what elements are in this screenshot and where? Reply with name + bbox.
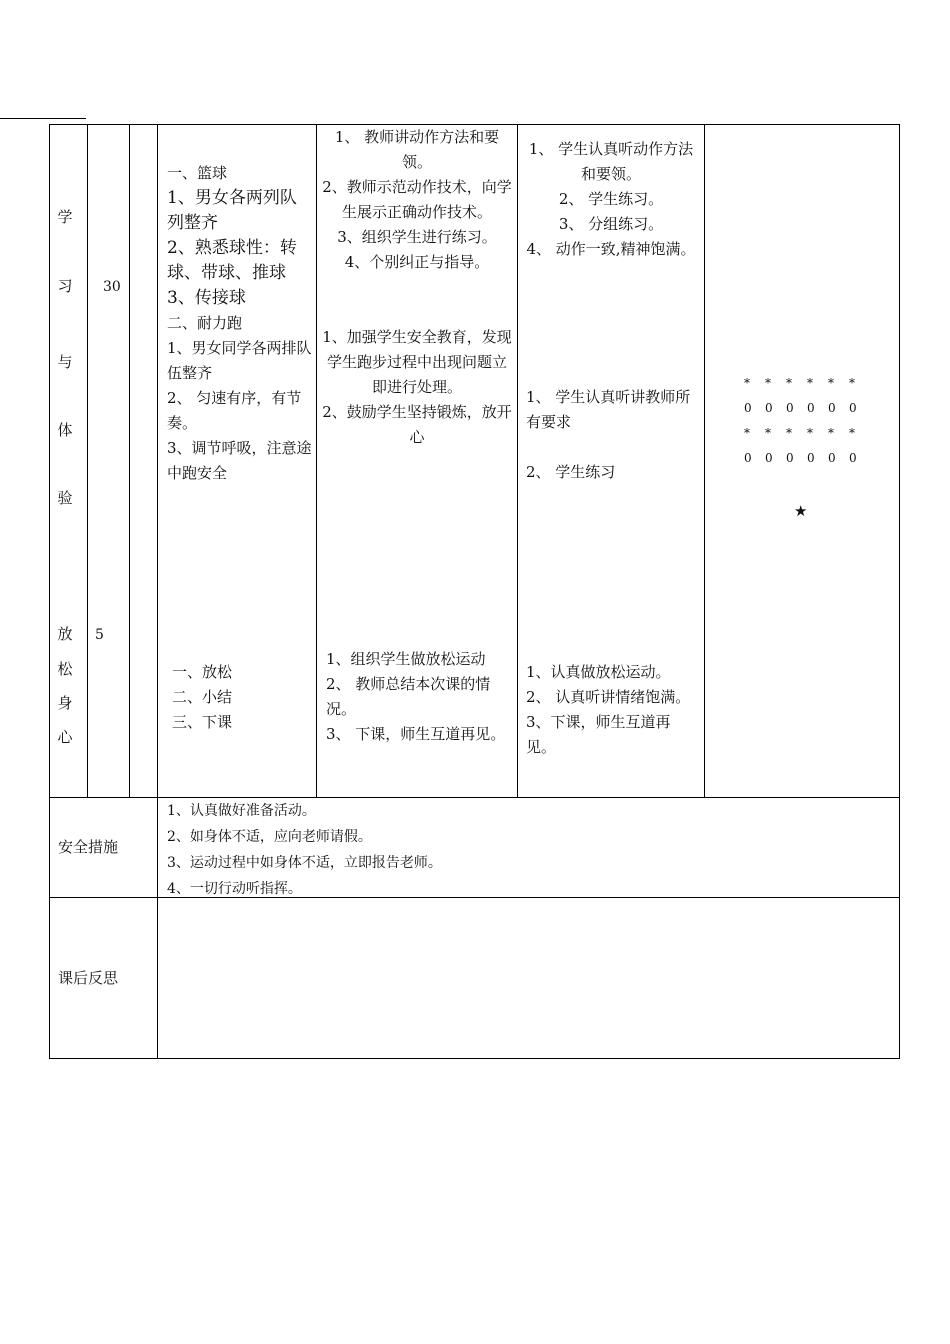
student-line: 1、认真做放松运动。	[526, 663, 671, 681]
stage-char: 体	[57, 421, 73, 439]
col-divider-extra	[157, 124, 158, 1058]
student-line: 2、 学生练习	[526, 463, 616, 481]
content-line: 2、 匀速有序，有节奏。	[167, 389, 302, 432]
stage-char: 身	[57, 694, 73, 712]
table-right-border	[899, 124, 900, 1058]
teacher-line: 1、 教师讲动作方法和要领。	[334, 128, 500, 171]
reflection-label: 课后反思	[58, 969, 119, 987]
formation-mark: *	[765, 376, 771, 390]
formation-diagram	[744, 376, 870, 476]
student-line: 3、下课，师生互道再见。	[526, 713, 671, 756]
teacher-line: 1、加强学生安全教育，发现学生跑步过程中出现问题立即进行处理。	[322, 328, 512, 396]
formation-mark: *	[786, 426, 792, 440]
teacher-line: 3、组织学生进行练习。	[337, 228, 497, 246]
table-left-border	[49, 124, 50, 1058]
stage-char: 习	[57, 277, 73, 295]
formation-mark: *	[849, 426, 855, 440]
formation-mark: *	[807, 426, 813, 440]
stage-char: 心	[57, 728, 73, 746]
formation-mark: 0	[828, 401, 836, 415]
content-line: 2、熟悉球性：转球、带球、推球	[167, 238, 297, 283]
formation-mark: 0	[765, 451, 773, 465]
formation-mark: *	[744, 376, 750, 390]
content-line: 一、篮球	[167, 164, 228, 182]
student-line: 3、 分组练习。	[558, 215, 664, 233]
student-line: 4、 动作一致,精神饱满。	[526, 240, 696, 258]
formation-row-students	[744, 376, 870, 401]
formation-mark: *	[744, 426, 750, 440]
teacher-relax	[326, 647, 512, 747]
formation-mark: 0	[807, 401, 815, 415]
student-line: 2、 认真听讲情绪饱满。	[526, 688, 691, 706]
formation-mark: 0	[744, 401, 752, 415]
content-relax	[172, 660, 312, 735]
teacher-line: 2、教师示范动作技术，向学生展示正确动作技术。	[322, 178, 512, 221]
content-line: 二、耐力跑	[167, 314, 243, 332]
formation-mark: *	[765, 426, 771, 440]
safety-list	[167, 798, 867, 902]
formation-mark: 0	[786, 401, 794, 415]
formation-row-students	[744, 401, 870, 426]
stage-char: 学	[57, 208, 73, 226]
stage-char: 放	[57, 625, 73, 643]
formation-mark: *	[807, 376, 813, 390]
teacher-line: 4、个别纠正与指导。	[344, 253, 490, 271]
formation-mark: 0	[765, 401, 773, 415]
teacher-line: 3、 下课，师生互道再见。	[326, 725, 506, 743]
teacher-run	[322, 325, 512, 450]
teacher-line: 2、 教师总结本次课的情况。	[326, 675, 491, 718]
stage-char: 验	[57, 489, 73, 507]
teacher-line: 1、组织学生做放松运动	[326, 650, 486, 668]
header-rule	[0, 118, 86, 119]
formation-row-students	[744, 451, 870, 476]
time-learning: 30	[103, 279, 121, 295]
col-divider-time	[129, 124, 130, 797]
stage-char: 与	[57, 353, 73, 371]
table-bottom-border	[49, 1058, 900, 1059]
student-line: 1、 学生认真听讲教师所有要求	[526, 388, 691, 431]
formation-mark: *	[849, 376, 855, 390]
student-line: 1、 学生认真听动作方法和要领。	[528, 140, 694, 183]
col-divider-content	[316, 124, 317, 797]
col-divider-student	[704, 124, 705, 797]
stage-char: 松	[57, 660, 73, 678]
student-line: 2、 学生练习。	[558, 190, 664, 208]
teacher-star-icon: ★	[794, 502, 808, 520]
student-run	[526, 385, 700, 485]
formation-mark: 0	[807, 451, 815, 465]
col-divider-stage	[87, 124, 88, 797]
formation-mark: 0	[744, 451, 752, 465]
content-line: 3、调节呼吸，注意途中跑安全	[167, 439, 312, 482]
safety-label: 安全措施	[58, 838, 119, 856]
formation-row-students	[744, 426, 870, 451]
reflection-input[interactable]	[167, 905, 887, 1045]
content-line: 3、传接球	[167, 288, 246, 308]
formation-mark: 0	[849, 401, 857, 415]
content-line: 一、放松	[172, 663, 233, 681]
safety-item: 2、如身体不适，应向老师请假。	[167, 829, 372, 845]
formation-mark: *	[828, 426, 834, 440]
content-line: 三、下课	[172, 713, 233, 731]
col-divider-teacher	[517, 124, 518, 797]
content-line: 1、男女各两列队列整齐	[167, 188, 297, 233]
formation-mark: 0	[786, 451, 794, 465]
content-learning	[167, 161, 313, 486]
student-basketball	[522, 137, 700, 262]
student-relax	[526, 660, 700, 760]
safety-item: 1、认真做好准备活动。	[167, 803, 316, 819]
formation-mark: 0	[828, 451, 836, 465]
formation-mark: 0	[849, 451, 857, 465]
time-relax: 5	[95, 627, 104, 643]
formation-mark: *	[828, 376, 834, 390]
teacher-basketball	[322, 125, 512, 275]
teacher-line: 2、鼓励学生坚持锻炼，放开心	[322, 403, 512, 446]
safety-item: 3、运动过程中如身体不适，立即报告老师。	[167, 855, 442, 871]
safety-item: 4、一切行动听指挥。	[167, 881, 302, 897]
content-line: 1、男女同学各两排队伍整齐	[167, 339, 312, 382]
formation-mark: *	[786, 376, 792, 390]
content-line: 二、小结	[172, 688, 233, 706]
